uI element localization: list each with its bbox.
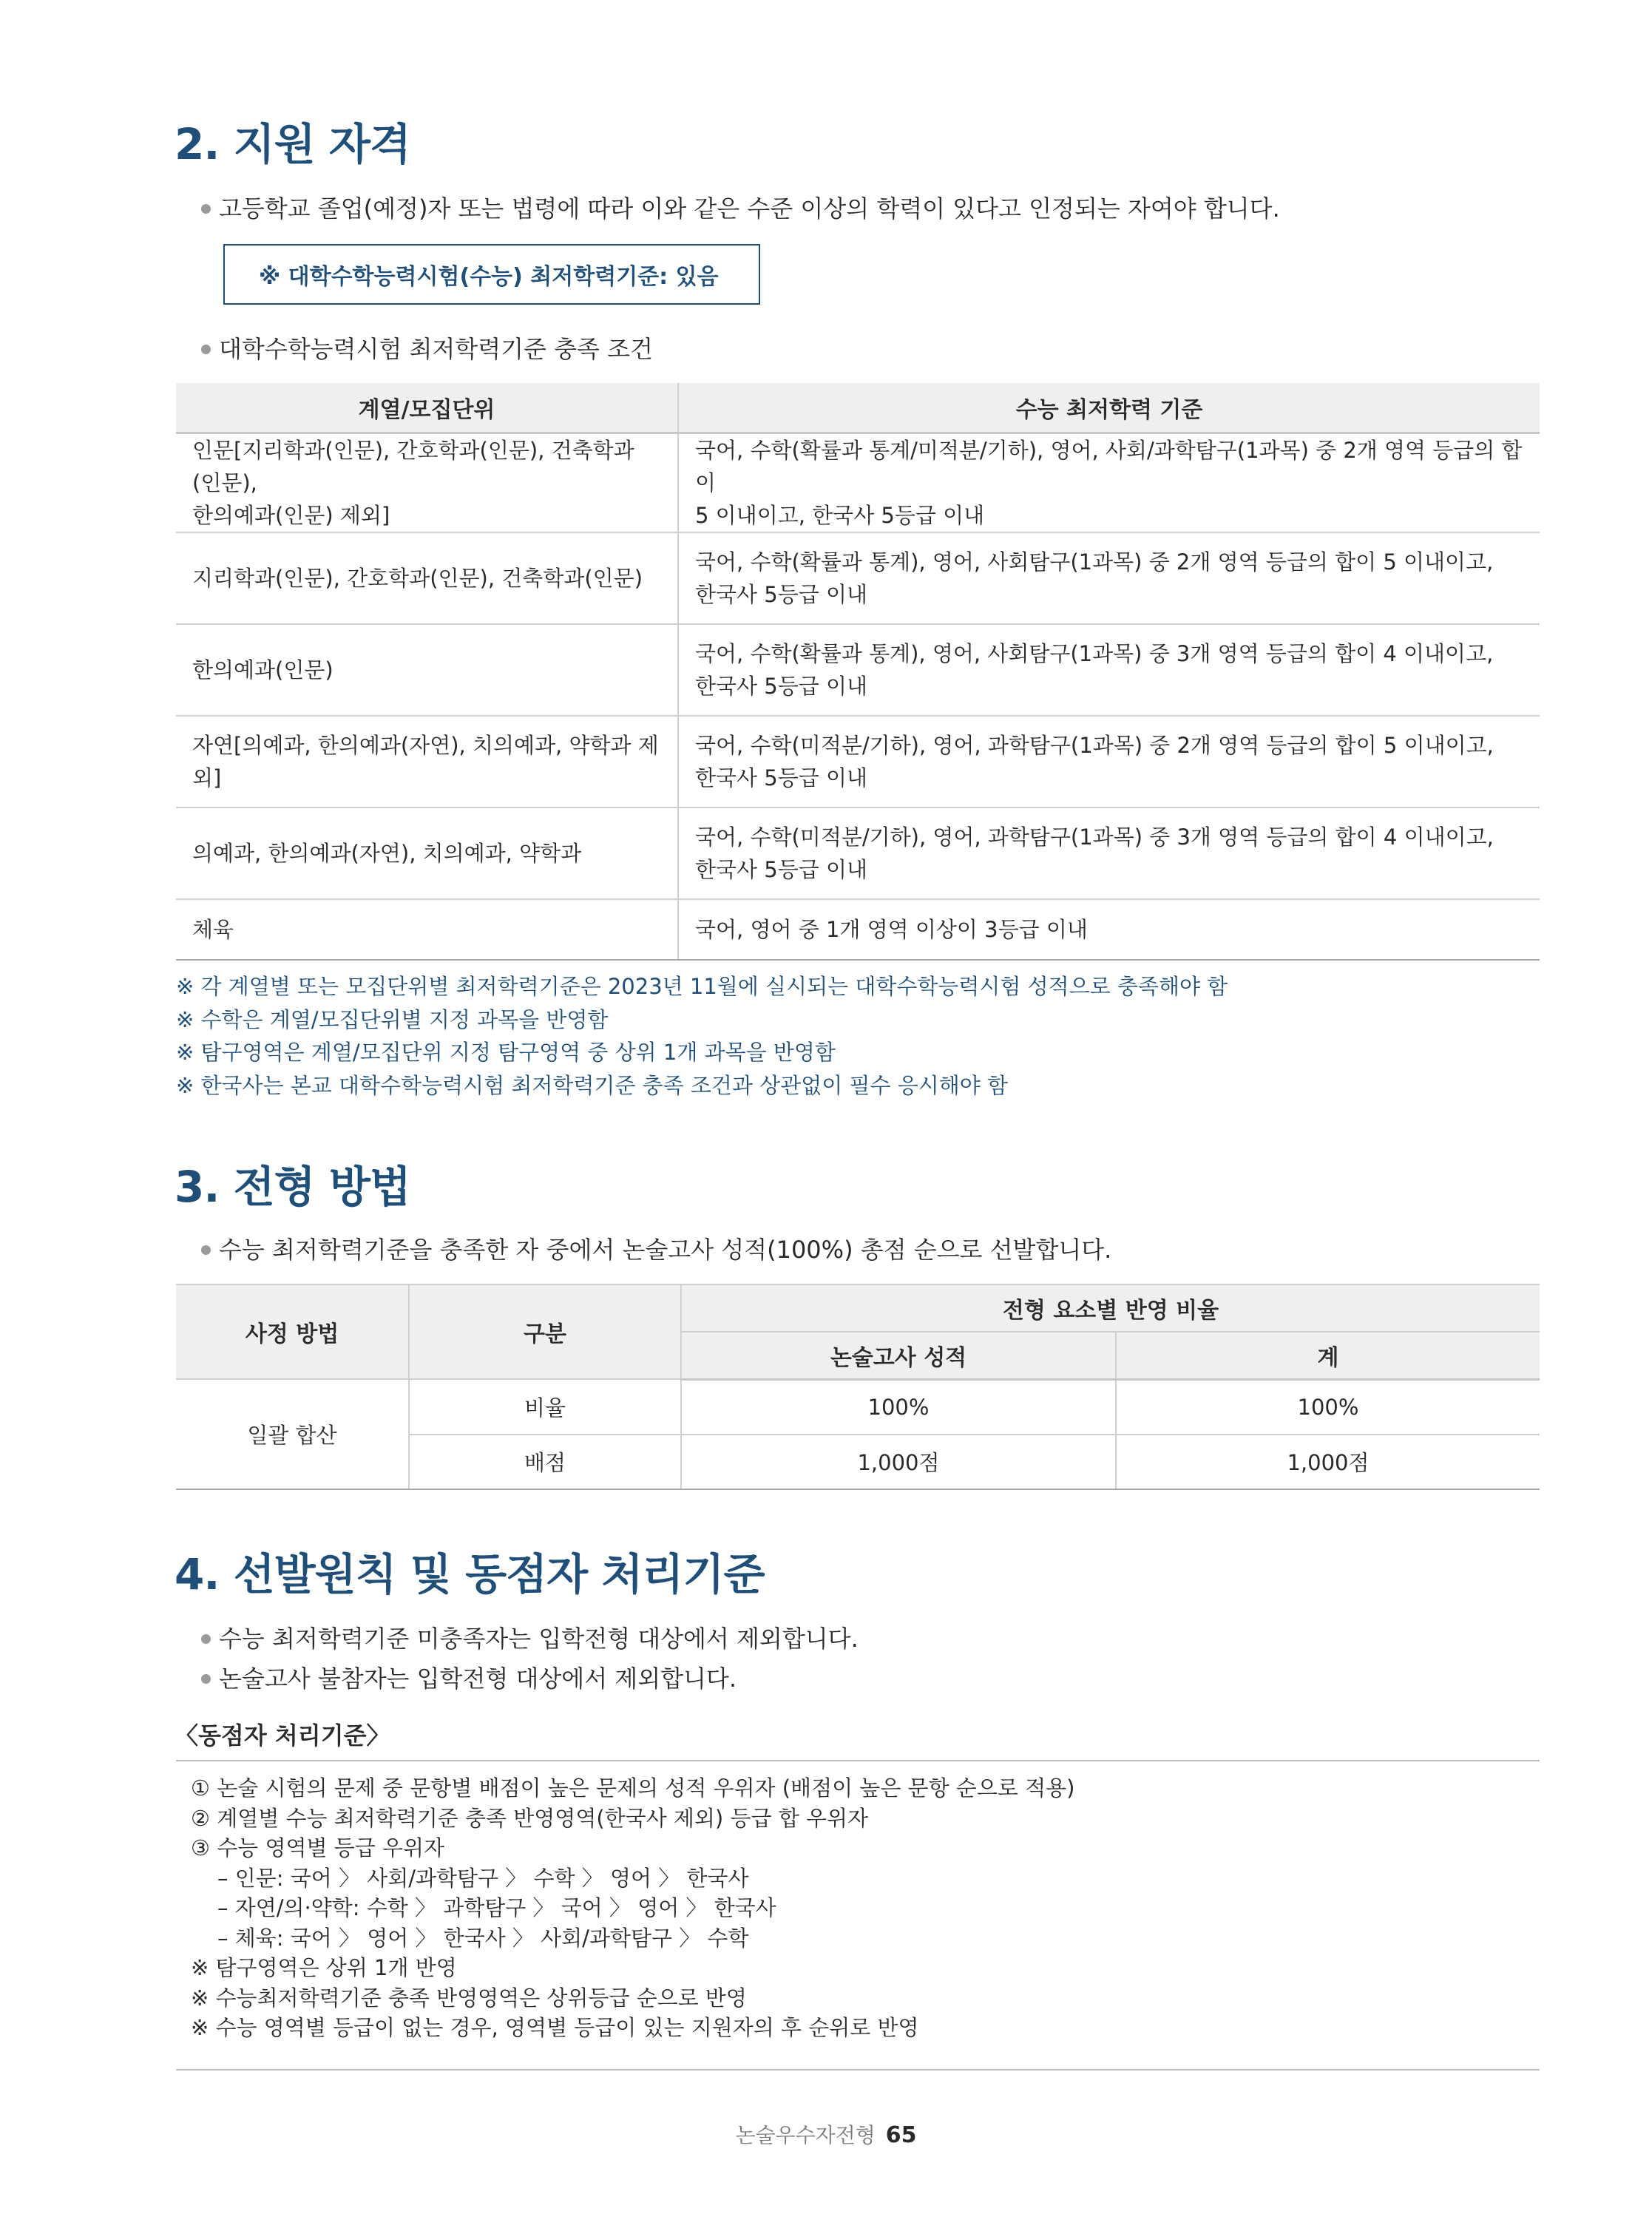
note-item: ※ 수학은 계열/모집단위별 지정 과목을 반영함 [176, 1006, 609, 1032]
header-total: 계 [1116, 1332, 1540, 1379]
section-2-bullet-2: 대학수학능력시험 최저학력기준 충족 조건 [219, 335, 653, 363]
note-item: ※ 탐구영역은 계열/모집단위 지정 탐구영역 중 상위 1개 과목을 반영함 [176, 1040, 836, 1065]
section-2-notes [176, 970, 1228, 1102]
page-footer [0, 2119, 1652, 2149]
csat-requirement-box: ※ 대학수학능력시험(수능) 최저학력기준: 있음 [223, 244, 760, 305]
section-4-bullet-1: 수능 최저학력기준 미충족자는 입학전형 대상에서 제외합니다. [219, 1625, 859, 1653]
table-row [176, 899, 1540, 960]
table-row [176, 433, 1540, 533]
table-row [176, 624, 1540, 716]
header-method: 사정 방법 [176, 1284, 409, 1379]
section-3-bullet-1: 수능 최저학력기준을 충족한 자 중에서 논술고사 성적(100%) 총점 순으로 선발합니다. [219, 1236, 1112, 1264]
criteria-cell: 국어, 수학(확률과 통계), 영어, 사회탐구(1과목) 중 2개 영역 등급의 합이 5 이내이고, 한국사 5등급 이내 [678, 532, 1540, 624]
unit-cell: 한의예과(인문) [176, 624, 678, 716]
table-header-criteria: 수능 최저학력 기준 [678, 383, 1540, 433]
note-item: ※ 한국사는 본교 대학수학능력시험 최저학력기준 충족 조건과 상관없이 필수 응시해야 함 [176, 1072, 1008, 1098]
essay-cell: 100% [681, 1379, 1116, 1435]
selection-method-table [176, 1284, 1540, 1490]
divider [176, 2069, 1540, 2070]
section-4-title: 4. 선발원칙 및 동점자 처리기준 [175, 1549, 765, 1599]
total-cell: 100% [1116, 1379, 1540, 1435]
category-cell: 배점 [409, 1435, 681, 1489]
method-cell: 일괄 합산 [176, 1379, 409, 1489]
criteria-cell: 국어, 영어 중 1개 영역 이상이 3등급 이내 [678, 899, 1540, 960]
header-category: 구분 [409, 1284, 681, 1379]
tie-note: ※ 탐구영역은 상위 1개 반영 [191, 1955, 457, 1980]
tie-break-title: 〈동점자 처리기준〉 [175, 1721, 390, 1750]
header-essay: 논술고사 성적 [681, 1332, 1116, 1379]
unit-cell: 자연[의예과, 한의예과(자연), 치의예과, 약학과 제외] [176, 716, 678, 807]
note-item: ※ 각 계열별 또는 모집단위별 최저학력기준은 2023년 11월에 실시되는 대학수학능력시험 성적으로 충족해야 함 [176, 974, 1228, 999]
section-2-title: 2. 지원 자격 [175, 119, 410, 169]
page-number: 65 [885, 2122, 917, 2148]
table-header-unit: 계열/모집단위 [176, 383, 678, 433]
category-cell: 비율 [409, 1379, 681, 1435]
unit-cell: 인문[지리학과(인문), 간호학과(인문), 건축학과(인문), 한의예과(인문) 제외] [176, 433, 678, 533]
section-4-bullet-2: 논술고사 불참자는 입학전형 대상에서 제외합니다. [219, 1665, 737, 1693]
unit-cell: 체육 [176, 899, 678, 960]
section-2-bullet-1: 고등학교 졸업(예정)자 또는 법령에 따라 이와 같은 수준 이상의 학력이 있다고 인정되는 자여야 합니다. [219, 194, 1280, 223]
tie-item: ① 논술 시험의 문제 중 문항별 배점이 높은 문제의 성적 우위자 (배점이 높은 문항 순으로 적용) [191, 1775, 1075, 1801]
unit-cell: 의예과, 한의예과(자연), 치의예과, 약학과 [176, 807, 678, 899]
csat-minimum-table [176, 383, 1540, 961]
tie-item: ② 계열별 수능 최저학력기준 충족 반영영역(한국사 제외) 등급 합 우위자 [191, 1805, 868, 1831]
criteria-cell: 국어, 수학(확률과 통계/미적분/기하), 영어, 사회/과학탐구(1과목) 중 2개 영역 등급의 합이 5 이내이고, 한국사 5등급 이내 [678, 433, 1540, 533]
tie-sub-item: – 자연/의·약학: 수학 〉 과학탐구 〉 국어 〉 영어 〉 한국사 [217, 1895, 776, 1920]
tie-sub-item: – 인문: 국어 〉 사회/과학탐구 〉 수학 〉 영어 〉 한국사 [217, 1865, 749, 1891]
section-3-title: 3. 전형 방법 [175, 1162, 410, 1212]
unit-cell: 지리학과(인문), 간호학과(인문), 건축학과(인문) [176, 532, 678, 624]
total-cell: 1,000점 [1116, 1435, 1540, 1489]
tie-note: ※ 수능최저학력기준 충족 반영영역은 상위등급 순으로 반영 [191, 1985, 747, 2011]
divider [176, 1760, 1540, 1761]
table-row [176, 716, 1540, 807]
tie-sub-item: – 체육: 국어 〉 영어 〉 한국사 〉 사회/과학탐구 〉 수학 [217, 1925, 749, 1951]
tie-break-list [191, 1773, 1074, 2043]
header-ratio: 전형 요소별 반영 비율 [681, 1284, 1540, 1332]
tie-item: ③ 수능 영역별 등급 우위자 [191, 1835, 445, 1860]
table-row [176, 532, 1540, 624]
criteria-cell: 국어, 수학(미적분/기하), 영어, 과학탐구(1과목) 중 2개 영역 등급의 합이 5 이내이고, 한국사 5등급 이내 [678, 716, 1540, 807]
table-row [176, 1379, 1540, 1435]
tie-note: ※ 수능 영역별 등급이 없는 경우, 영역별 등급이 있는 지원자의 후 순위로 반영 [191, 2015, 919, 2040]
essay-cell: 1,000점 [681, 1435, 1116, 1489]
criteria-cell: 국어, 수학(미적분/기하), 영어, 과학탐구(1과목) 중 3개 영역 등급의 합이 4 이내이고, 한국사 5등급 이내 [678, 807, 1540, 899]
table-row [176, 807, 1540, 899]
criteria-cell: 국어, 수학(확률과 통계), 영어, 사회탐구(1과목) 중 3개 영역 등급의 합이 4 이내이고, 한국사 5등급 이내 [678, 624, 1540, 716]
footer-label: 논술우수자전형 [735, 2123, 876, 2147]
